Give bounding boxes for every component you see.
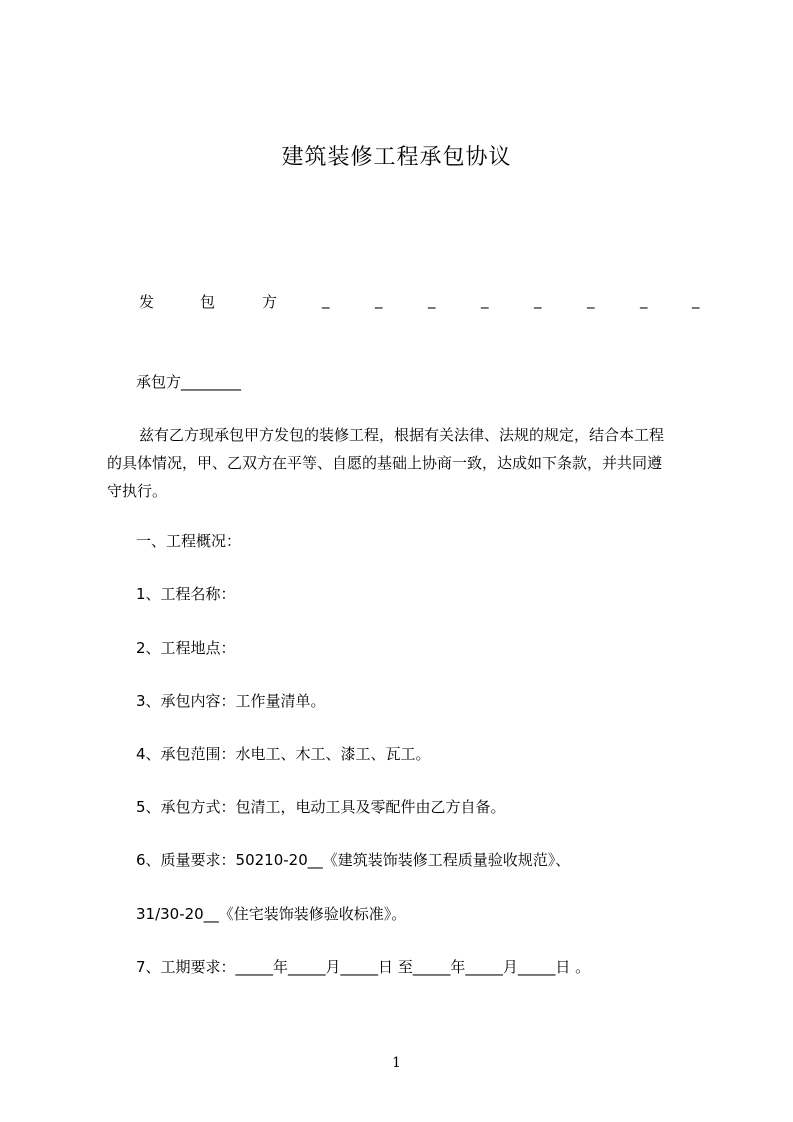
fabao-blank: _	[692, 291, 700, 309]
fabao-blank: _	[640, 291, 648, 309]
fabao-char-3: 方	[262, 293, 278, 311]
clause-item: 4、承包范围：水电工、木工、漆工、瓦工。	[136, 745, 431, 763]
page-number: 1	[392, 1055, 401, 1071]
fabao-blank: _	[428, 291, 436, 309]
fabao-line	[0, 291, 793, 313]
clause-item: 3、承包内容：工作量清单。	[136, 692, 326, 710]
clause-item: 5、承包方式：包清工，电动工具及零配件由乙方自备。	[136, 798, 506, 816]
fabao-char-1: 发	[139, 293, 155, 311]
fabao-blank: _	[375, 291, 383, 309]
fabao-blank: _	[481, 291, 489, 309]
chengbao-line: 承包方________	[136, 373, 242, 391]
intro-line-1: 兹有乙方现承包甲方发包的装修工程，根据有关法律、法规的规定，结合本工程	[139, 426, 665, 444]
clause-item: 1、工程名称：	[136, 585, 236, 603]
fabao-blank: _	[322, 291, 330, 309]
intro-paragraph	[107, 421, 707, 505]
fabao-char-2: 包	[200, 293, 216, 311]
fabao-blank: _	[587, 291, 595, 309]
clause-item: 2、工程地点：	[136, 639, 236, 657]
section-heading: 一、工程概况：	[136, 532, 242, 550]
clause-item: 6、质量要求：50210-20__《建筑装饰装修工程质量验收规范》、	[136, 851, 571, 869]
intro-line-2: 的具体情况，甲、乙双方在平等、自愿的基础上协商一致，达成如下条款，并共同遵	[107, 454, 663, 472]
clause-item: 7、工期要求：_____年_____月_____日 至_____年_____月_____日 。	[136, 958, 591, 976]
clause-item: 31/30-20__《住宅装饰装修验收标准》。	[136, 905, 407, 923]
document-title: 建筑装修工程承包协议	[281, 145, 512, 170]
intro-line-3: 守执行。	[107, 482, 168, 500]
fabao-blank: _	[534, 291, 542, 309]
